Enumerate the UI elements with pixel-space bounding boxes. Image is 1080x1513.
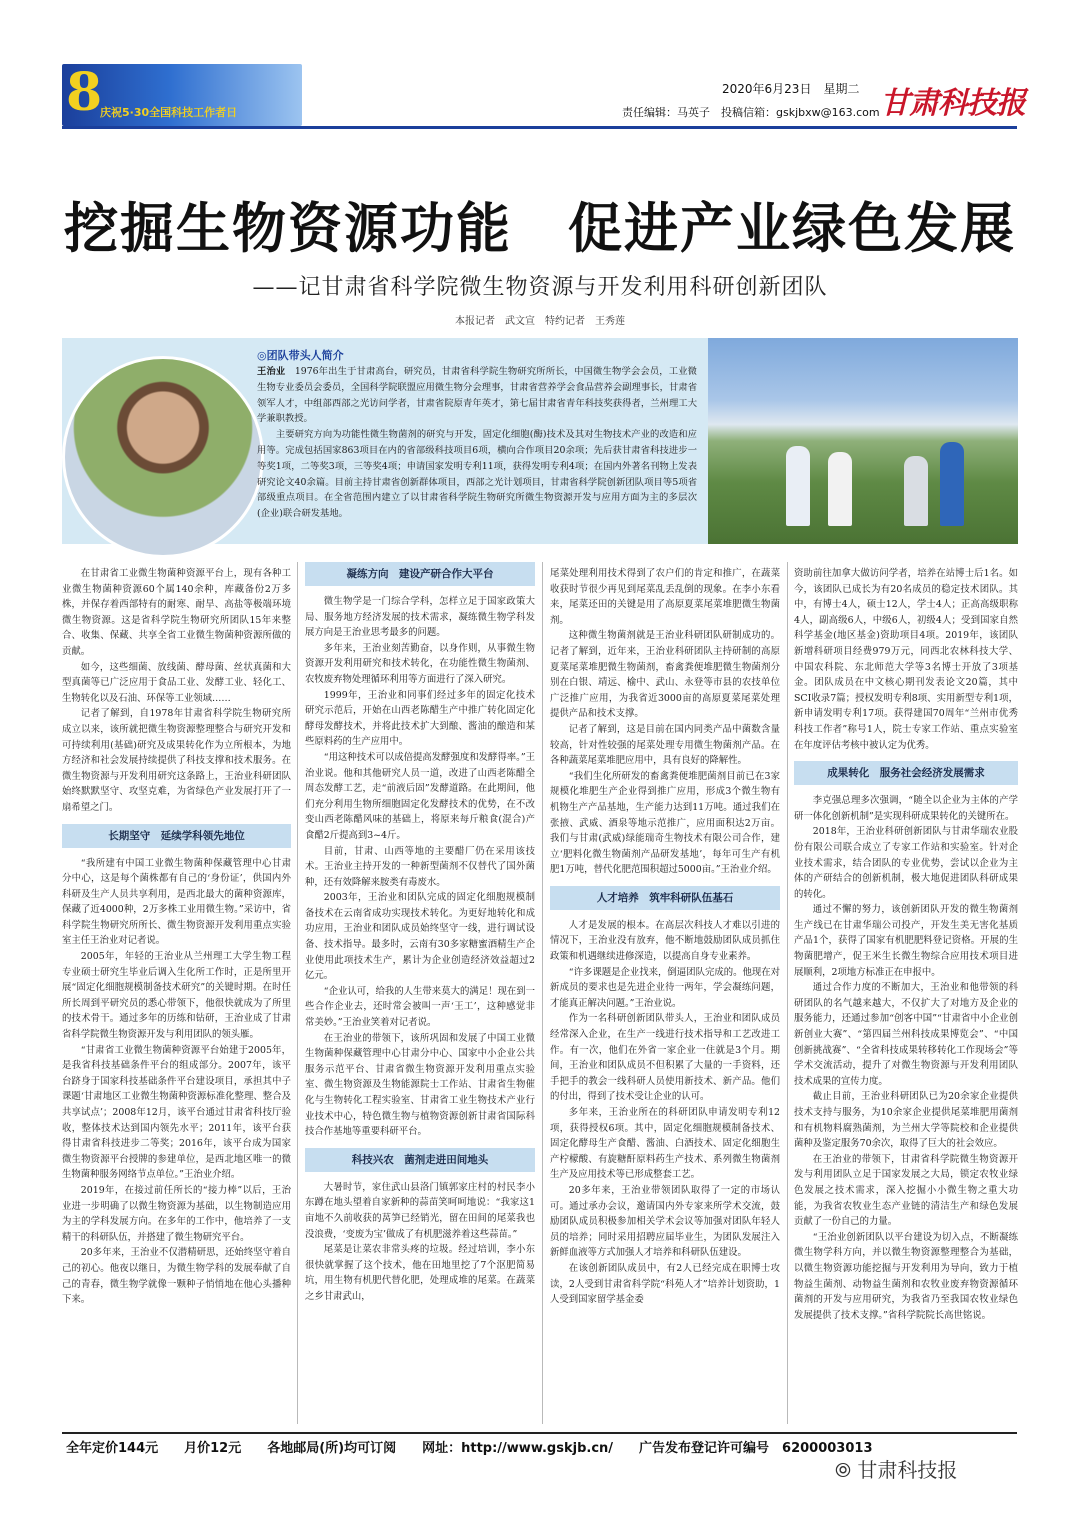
wechat-icon: ⦾: [835, 1458, 858, 1482]
paragraph: 2019年，在接过前任所长的“接力棒”以后，王治业进一步明确了以微生物资源为基础，以生物制造应用为主的学科发展方向。在多年的工作中，他培养了一支精干的科研队伍，并搭建了微生物研究平台。: [62, 1184, 291, 1243]
paragraph: “企业认可，给我的人生带来莫大的满足！现在到一些合作企业去，还时常会被叫一声‘王工’，这种感觉非常美妙。”王治业笑着对记者说。: [305, 985, 535, 1029]
leader-portrait: [62, 356, 264, 558]
byline: 本报记者 武文宣 特约记者 王秀莲: [455, 316, 625, 327]
section-heading: 成果转化 服务社会经济发展需求: [794, 761, 1018, 785]
paragraph: “我们生化所研发的畜禽粪便堆肥菌剂目前已在3家规模化堆肥生产企业得到推广应用，形成3个微生物有机物生产产品基地，生产能力达到11万吨。通过我们在张掖、武威、酒泉等地示范推广，应用面积达2万亩。我们与甘肃(武威)绿能瑞奇生物技术有限公司合作，建立‘肥料化微生物菌剂产品研发基地’，每年可生产有机肥1万吨，替代化肥范围积超过5000亩。”王治业介绍。: [550, 770, 780, 876]
editor-info: 责任编辑：马英子 投稿信箱：gskjbxw@163.com: [622, 106, 880, 119]
paragraph: 2003年，王治业和团队完成的固定化细胞规模制备技术在云南省成功实现技术转化。为更好地转化和成功应用，王治业和团队成员始终坚守一线，进行调试设备、技术指导。最多时，云南有30多家糖蜜酒精生产企业使用此项技术生产，累计为企业创造经济效益超过2亿元。: [305, 892, 535, 982]
paragraph: 大暑时节，家住武山县洛门镇郭家庄村的村民李小东蹲在地头望着自家新种的蒜苗笑呵呵地说：“我家这1亩地不久前收获的莴笋已经销光，留在田间的尾菜我也没浪费，‘变废为宝’做成了有机肥滋养着这些蒜苗。”: [305, 1181, 535, 1240]
paragraph: “用这种技术可以成倍提高发酵强度和发酵得率。”王治业说。他和其他研究人员一道，改进了山西老陈醋全周态发酵工艺，走“前液后固”发酵道路。在此期间，他们充分利用生物所细胞固定化发酵技术的优势，在不改变山西老陈醋风味的基础上，将原来每斤粮食(混合)产食醋2斤提高到3~4斤。: [305, 751, 535, 841]
paragraph: 这种微生物菌剂就是王治业科研团队研制成功的。记者了解到，近年来，王治业科研团队主持研制的高原夏菜尾菜堆肥微生物菌剂，畜禽粪便堆肥微生物菌剂分别在白银、靖远、榆中、武山、永登等市县的农技单位广泛推广应用，为我省近3000亩的高原夏菜尾菜处理提供产品和技术支撑。: [550, 630, 780, 720]
leader-bio-text: 1976年出生于甘肃高台，研究员，甘肃省科学院生物研究所所长，中国微生物学会会员，工业微生物专业委员会委员，全国科学院联盟应用微生物分会理事，甘肃省营养学会食品营养会副理事长，甘肃省领军人才，中组部西部之光访问学者，甘肃省院原青年英才，第七届甘肃省青年科技奖获得者，兰州理工大学兼职教授。: [257, 366, 697, 425]
paragraph: 资助前往加拿大做访问学者，培养在站博士后1名。如今，该团队已成长为有20名成员的稳定技术团队。其中，有博士4人，硕士12人，学士4人；正高高级职称4人，副高级6人，中级6人，初级4人；受到国家自然科学基金(地区基金)资助项目4项。2019年，该团队新增科研项目经费979万元，同西北农林科技大学、中国农科院、东北师范大学等3名博士开放了3项基金。团队成员在中文核心期刊发表论文20篇，其中SCI收录7篇；授权发明专利8项、实用新型专利1项，新申请发明专利17项。获得建国70周年“兰州市优秀科技工作者”称号1人，院士专家工作站、重点实验室在年度评估考核中被认定为优秀。: [794, 568, 1018, 751]
paragraph: 人才是发展的根本。在高层次科技人才难以引进的情况下，王治业没有放弃，他不断地鼓励团队成员抓住政策和机遇继续进修深造，以提高自身专业素养。: [550, 919, 780, 963]
paragraph: “王治业创新团队以平台建设为切入点，不断凝练微生物学科方向，并以微生物资源整理整合为基础，以微生物资源功能挖掘与开发利用为导向，致力于植物益生菌剂、动物益生菌剂和农牧业废弃物资源循环菌剂的开发与应用研究，为我省乃至我国农牧业绿色发展提供了技术支撑。”省科学院院长高世铭说。: [794, 1231, 1018, 1321]
paragraph: 通过合作力度的不断加大，王治业和他带领的科研团队的名气越来越大，不仅扩大了对地方及企业的服务能力，还通过参加“创客中国”“甘肃省中小企业创新创业大赛”、“第四届兰州科技成果博览会”、“中国创新挑战赛”、“全省科技成果转移转化工作现场会”等学术交流活动，提升了对微生物资源与开发利用团队技术成果的宣传力度。: [794, 982, 1018, 1087]
article-column-1: [62, 566, 291, 1308]
paragraph: 如今，这些细菌、放线菌、酵母菌、丝状真菌和大型真菌等已广泛应用于食品工业、发酵工业、轻化工、生物转化以及石油、环保等工业领域……: [62, 661, 291, 704]
newspaper-logo: 甘肃科技报: [880, 86, 1025, 121]
paragraph: 20多年来，王治业不仅潜精研思，还始终坚守着自己的初心。他夜以继日，为微生物学科的发展奉献了自己的青春，微生物学就像一颗种子悄悄地在他心头播种下来。: [62, 1247, 291, 1306]
leader-heading: ◎团队带头人简介: [257, 349, 344, 362]
paragraph: 多年来，王治业刻苦勤奋，以身作则，从事微生物资源开发利用研究和技术转化，在功能性微生物菌剂、农牧废弃物处理循环利用等方面进行了深入研究。: [305, 642, 535, 685]
paragraph: “我所建有中国工业微生物菌种保藏管理中心甘肃分中心，这是每个菌株都有自己的‘身份证’，供国内外科研及生产人员共享利用，是西北最大的菌种资源库，保藏了近4000种，2万多株工业用微生物。”采访中，省科学院生物研究所所长、微生物资源开发利用重点实验室主任王治业对记者说。: [62, 857, 291, 947]
paragraph: 截止目前，王治业科研团队已为20余家企业提供技术支持与服务，为10余家企业提供尾菜堆肥用菌剂和有机物料腐熟菌剂，为兰州大学等院校和企业提供菌种及鉴定服务70余次，取得了巨大的社会效应。: [794, 1091, 1018, 1150]
paragraph: 微生物学是一门综合学科，怎样立足于国家政策大局、服务地方经济发展的技术需求，凝练微生物学科发展方向是王治业思考最多的问题。: [305, 596, 535, 639]
column-divider: [297, 562, 298, 1424]
paragraph: 在该创新团队成员中，有2人已经完成在职博士攻读，2人受到甘肃省科学院“科苑人才”培养计划资助，1人受到国家留学基金委: [550, 1262, 780, 1306]
paragraph: 在甘肃省工业微生物菌种资源平台上，现有各种工业微生物菌种资源60个属140余种，库藏备份2万多株，并保存着西部特有的耐寒、耐旱、高盐等极端环境微生物资源。这是省科学院生物研究所团队15年来整合、收集、保藏、共享全省工业微生物菌种资源所做的贡献。: [62, 568, 291, 657]
watermark-text: 甘肃科技报: [857, 1458, 958, 1482]
section-heading: 人才培养 筑牢科研队伍基石: [550, 886, 780, 910]
paragraph: 多年来，王治业所在的科研团队申请发明专利12项，获得授权6项。其中，固定化细胞规模制备技术、固定化酵母生产食醋、酱油、白酒技术、固定化细胞生产柠檬酸、有旋糖酐原料药生产技术、系列微生物菌剂生产及应用技术等已形成整套工艺。: [550, 1107, 780, 1181]
paragraph: 20多年来，王治业带领团队取得了一定的市场认可。通过承办会议，邀请国内外专家来所学术交流，鼓励团队成员积极参加相关学术会议等加强对团队年轻人员的培养；同时采用招聘应届毕业生，为团队发展注入新鲜血液等方式加强人才培养和科研队伍建设。: [550, 1184, 780, 1259]
column-divider: [542, 562, 543, 1424]
article-column-4: [794, 566, 1018, 1323]
paragraph: 1999年，王治业和同事们经过多年的固定化技术研究示范后，开始在山西老陈醋生产中推广转化固定化酵母发酵技术，并将此技术扩大到酿、酱油的酿造和某些原料药的生产应用中。: [305, 689, 535, 748]
paragraph: 2005年，年轻的王治业从兰州理工大学生物工程专业硕士研究生毕业后调入生化所工作时，正是所里开展“固定化细胞规模制备技术研究”的关键时期。在时任所长周到平研究员的悉心带领下，他很快就成为了所里的技术骨干。通过多年的历练和钻研，王治业成了甘肃省科学院微生物资源开发与利用团队的领头雁。: [62, 951, 291, 1041]
leader-bio: [257, 364, 697, 522]
field-photo: [708, 338, 1018, 544]
article-title: 挖掘生物资源功能 促进产业绿色发展: [64, 197, 1016, 260]
page-number: 8: [66, 62, 103, 123]
paragraph: 通过不懈的努力，该创新团队开发的微生物菌剂生产线已在甘肃华瑞公司投产，开发生美无害化基质产品1个，获得了国家有机肥肥料登记资格。开展的生物菌肥增产，促王米生长微生物综合应用技术项目进展顺利，2项地方标准正在申报中。: [794, 904, 1018, 978]
footer-info: 全年定价144元 月价12元 各地邮局(所)均可订阅 网址：http://www.gskjb.cn/ 广告发布登记许可编号 6200003013: [66, 1441, 873, 1456]
paragraph: 记者了解到，这是目前在国内同类产品中菌数含量较高，针对性较强的尾菜处理专用微生物菌剂产品。在各种蔬菜尾菜堆肥应用中，具有良好的降解性。: [550, 723, 780, 767]
article-column-2: [305, 562, 535, 1305]
section-heading: 凝练方向 建设产研合作大平台: [305, 562, 535, 586]
paragraph: 李克强总理多次强调，“随全以企业为主体的产学研一体化创新机制”是实现科研成果转化的关键所在。: [794, 795, 1018, 822]
section-label: 庆祝5·30全国科技工作者日: [100, 106, 238, 119]
paragraph: 2018年，王治业科研创新团队与甘肃华瑞农业股份有限公司联合成立了专家工作站和实验室。针对企业技术需求，结合团队的专业优势，尝试以企业为主体的产研结合的创新机制，极大地促进团队科研成果的转化。: [794, 826, 1018, 900]
paragraph: 记者了解到，自1978年甘肃省科学院生物研究所成立以来，该所就把微生物资源整理整合与研究开发和可持续利用(基础)研究及成果转化作为立所根本，为地方经济和社会发展持续提供了科技支撑和技术服务。在微生物资源与开发利用研究这条路上，王治业科研团队始终默默坚守、攻坚克难，为省绿色产业发展打开了一扇希望之门。: [62, 708, 291, 813]
paragraph: 目前，甘肃、山西等地的主要醋厂仍在采用该技术。王治业主持开发的一种新型菌剂不仅替代了国外菌种，还有效降解来胺类有毒废水。: [305, 845, 535, 888]
footer-divider: [62, 1432, 1017, 1434]
paragraph: 在王治业的带领下，甘肃省科学院微生物资源开发与利用团队立足于国家发展之大局，锁定农牧业绿色发展之技术需求，深入挖掘小小微生物之重大功能，为我省农牧业生态产业链的清洁生产和绿色发展贡献了一份自己的力量。: [794, 1153, 1018, 1228]
issue-date: 2020年6月23日 星期二: [722, 82, 860, 96]
paragraph: 尾菜处理利用技术得到了农户们的肯定和推广，在蔬菜收获时节很少再见到尾菜乱丢乱倒的现象。在李小东看来，尾菜还田的关键是用了高原夏菜尾菜堆肥微生物菌剂。: [550, 568, 780, 626]
article-subtitle: ——记甘肃省科学院微生物资源与开发利用科研创新团队: [252, 275, 828, 300]
article-column-3: [550, 566, 780, 1308]
leader-research-text: 主要研究方向为功能性微生物菌剂的研究与开发，固定化细胞(酶)技术及其对生物技术产业的改造和应用等。完成包括国家863项目在内的省部级科技项目6项，横向合作项目20余项；先后获甘肃省科技进步一等奖1项，二等奖3项，三等奖4项；申请国家发明专利11项，获得发明专利4项；在国内外著名刊物上发表研究论文40余篇。目前主持甘肃省创新群体项目，西部之光计划项目，甘肃省科学院创新团队项目等5项省部级重点项目。在全省范围内建立了以甘肃省科学院生物研究所微生物资源开发与应用方面为主的多层次(企业)联合研发基地。: [257, 429, 697, 520]
header-divider: [62, 126, 1017, 129]
paragraph: 尾菜是让菜农非常头疼的垃圾。经过培训，李小东很快就掌握了这个技术，他在田地里挖了7个沤肥简易坑，用生物有机肥代替化肥，处理成堆的尾菜。在蔬菜之乡甘肃武山，: [305, 1244, 535, 1302]
paragraph: 作为一名科研创新团队带头人，王治业和团队成员经常深入企业，在生产一线进行技术指导和工艺改进工作。有一次，他们在外省一家企业一住就是3个月。期间，王治业和团队成员不但积累了大量的一手资料，还手把手的教会一线科研人员使用新技术、新产品。他们的付出，得到了技术受让企业的认可。: [550, 1013, 780, 1103]
section-heading: 长期坚守 延续学科领先地位: [62, 824, 291, 848]
column-divider: [787, 562, 788, 1424]
leader-name: 王治业: [257, 366, 286, 377]
section-heading: 科技兴农 菌剂走进田间地头: [305, 1148, 535, 1172]
paragraph: “许多课题是企业找来，倒逼团队完成的。他现在对新成员的要求也是先进企业待一两年，学会凝练问题，才能真正解决问题。”王治业说。: [550, 966, 780, 1009]
wechat-watermark: [835, 1454, 957, 1483]
paragraph: “甘肃省工业微生物菌种资源平台始建于2005年，是我省科技基础条件平台的组成部分。2007年，该平台跻身于国家科技基础条件平台建设项目，承担其中子课题‘甘肃地区工业微生物菌种资源标准化整理、整合及共享试点’；2008年12月，该平台通过甘肃省科技厅验收，整体技术达到国内领先水平；2011年，该平台获得甘肃省科技进步二等奖；2016年，该平台成为国家微生物资源平台授牌的参建单位，是西北地区唯一的微生物菌种服务网络节点单位。”王治业介绍。: [62, 1044, 291, 1181]
paragraph: 在王治业的带领下，该所巩固和发展了中国工业微生物菌种保藏管理中心甘肃分中心、国家中小企业公共服务示范平台、甘肃省微生物资源开发利用重点实验室、微生物资源及生物能源院士工作站、甘肃省生物催化与生物转化工程实验室、甘肃省工业生物技术产业行业技术中心，特色微生物与植物资源创新甘肃省国际科技合作基地等重要科研平台。: [305, 1032, 535, 1138]
